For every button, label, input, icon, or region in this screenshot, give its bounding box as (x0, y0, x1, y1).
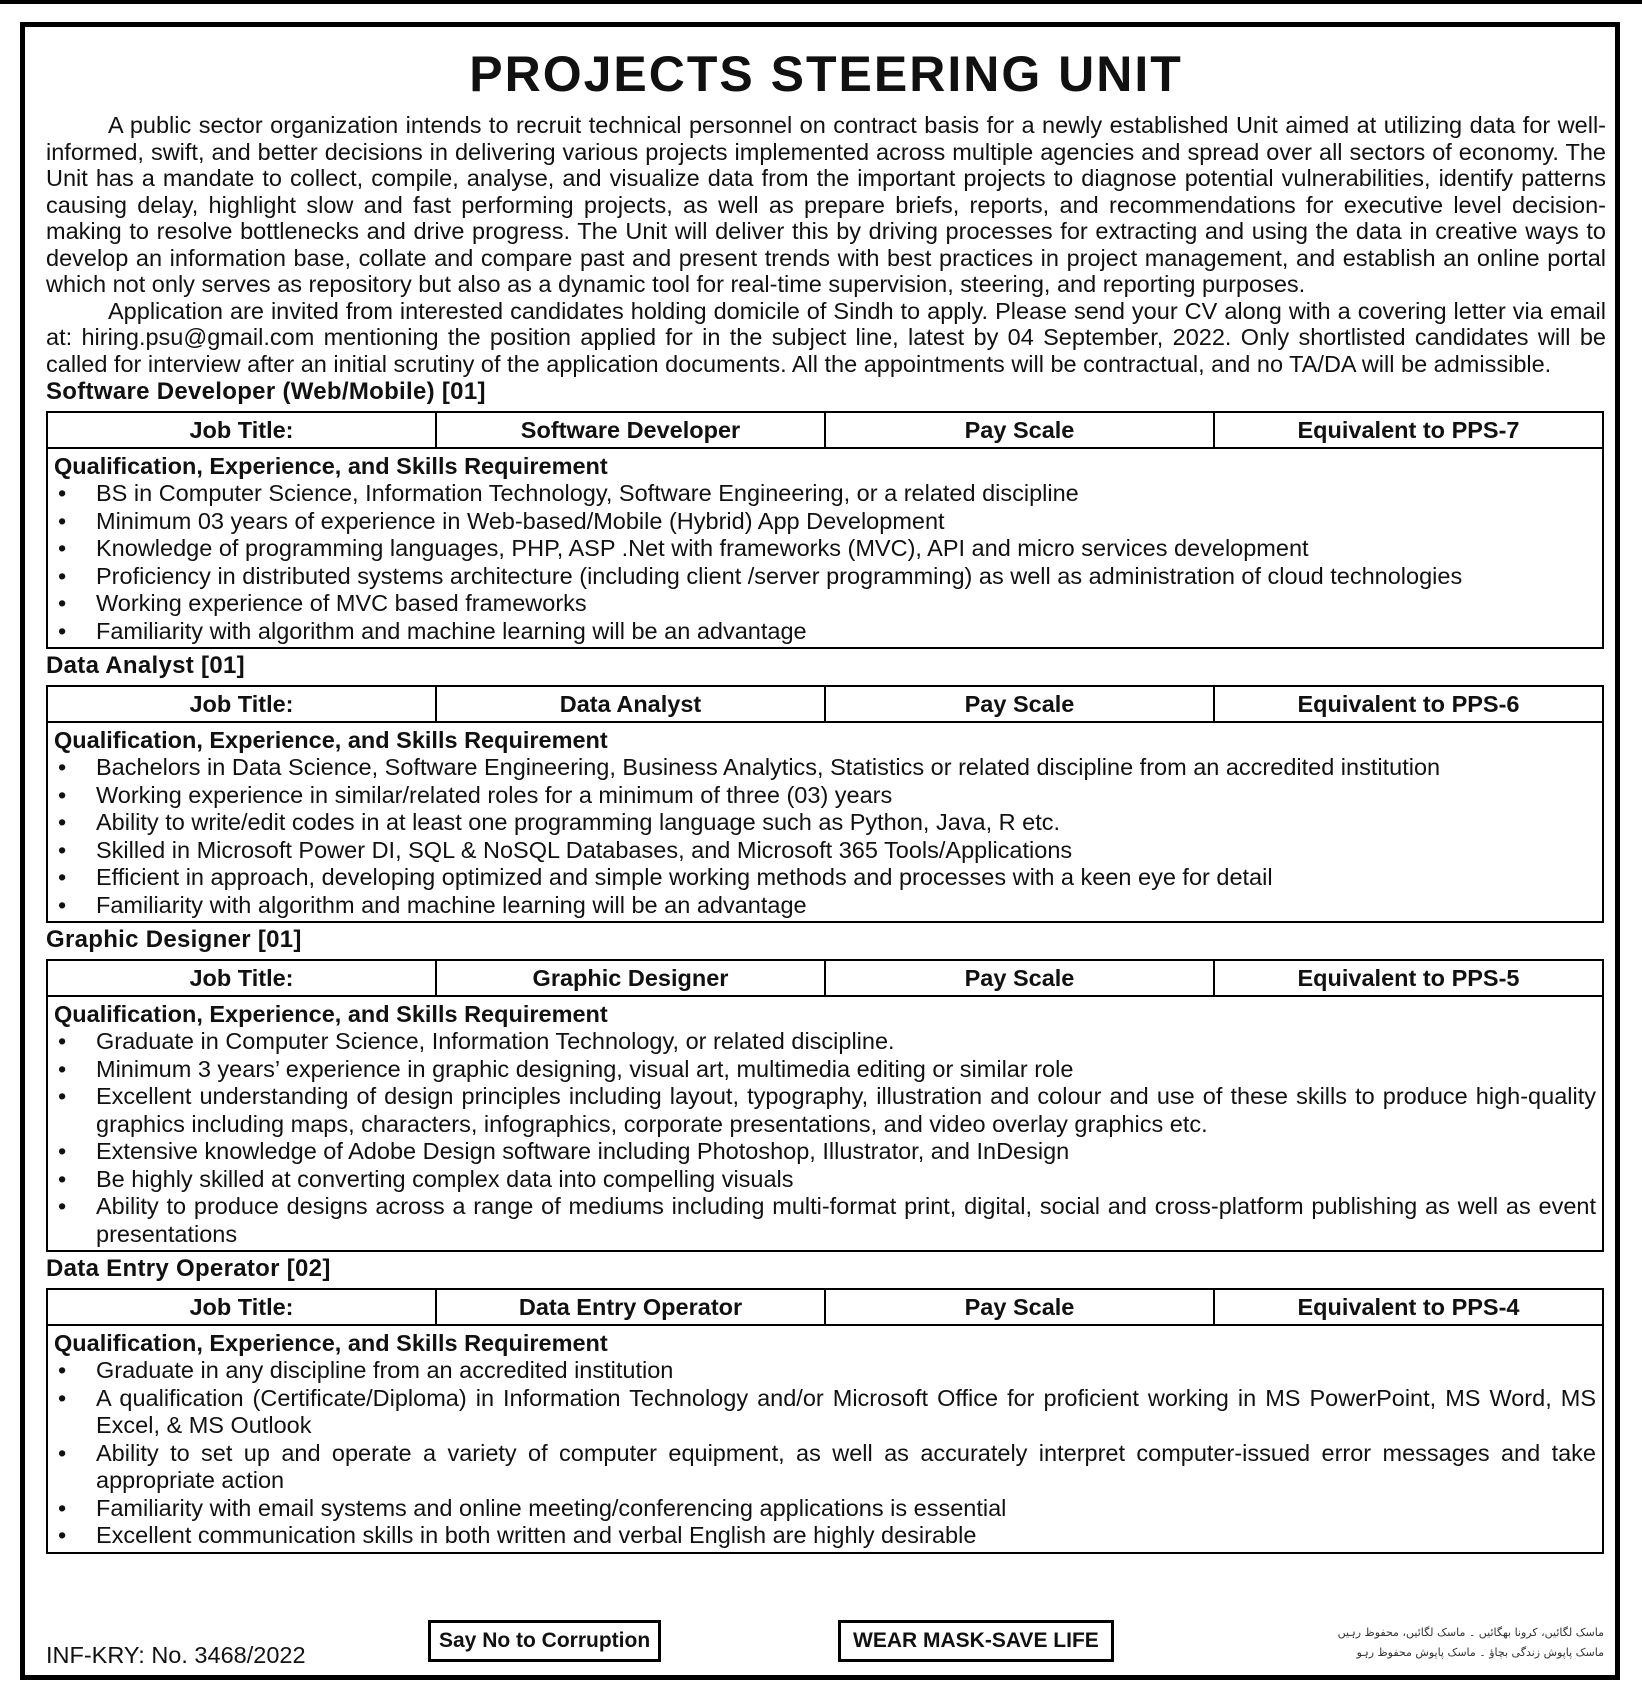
pay-scale-label: Pay Scale (826, 413, 1215, 447)
job-title-label: Job Title: (48, 1290, 437, 1324)
requirement-item: • Efficient in approach, developing optimized and simple working methods and processes with a keen eye for detail (54, 864, 1596, 892)
requirements-title: Qualification, Experience, and Skills Requirement (54, 453, 608, 479)
requirement-item: • Ability to produce designs across a range of mediums including multi-format print, digital, social and cross-platform publishing as well as event presentations (54, 1193, 1596, 1248)
pay-scale-label: Pay Scale (826, 961, 1215, 995)
requirements-title: Qualification, Experience, and Skills Requirement (54, 1330, 608, 1356)
position-summary-row (48, 413, 1602, 449)
requirement-item: • Ability to set up and operate a variety of computer equipment, as well as accurately interpret computer-issued error messages and take appropriate action (54, 1440, 1596, 1495)
position-section (46, 379, 1606, 649)
position-summary-row (48, 961, 1602, 997)
page-title: PROJECTS STEERING UNIT (469, 46, 1183, 102)
position-table (46, 1288, 1604, 1554)
requirement-item: • Familiarity with email systems and online meeting/conferencing applications is essential (54, 1495, 1596, 1523)
position-heading: Software Developer (Web/Mobile) [01] (46, 378, 486, 405)
requirement-item: • Working experience of MVC based frameworks (54, 590, 1596, 618)
application-paragraph: Application are invited from interested candidates holding domicile of Sindh to apply. Please send your CV along with a covering letter via email at: hiring.psu@gmail.com mentioning the position applied for in the subject line, latest by 04 September, 2022. Only shortlisted candidates will be called for interview after an initial scrutiny of the application documents. All the appointments will be contractual, and no TA/DA will be admissible. (46, 297, 1606, 377)
requirement-item: • Minimum 03 years of experience in Web-based/Mobile (Hybrid) App Development (54, 508, 1596, 536)
top-rule (0, 0, 1642, 4)
position-heading: Data Analyst [01] (46, 652, 245, 679)
requirement-item: • Knowledge of programming languages, PHP, ASP .Net with frameworks (MVC), API and micro services development (54, 535, 1596, 563)
pay-scale-value: Equivalent to PPS-6 (1297, 691, 1520, 717)
footer (46, 1620, 1606, 1670)
job-title-value: Data Entry Operator (437, 1290, 826, 1324)
requirement-item: • Minimum 3 years’ experience in graphic designing, visual art, multimedia editing or similar role (54, 1056, 1596, 1084)
requirement-item: • Familiarity with algorithm and machine learning will be an advantage (54, 892, 1596, 920)
requirement-item: • Graduate in any discipline from an accredited institution (54, 1357, 1596, 1385)
position-section (46, 1256, 1606, 1554)
pay-scale-label: Pay Scale (826, 1290, 1215, 1324)
pay-scale-value: Equivalent to PPS-4 (1297, 1294, 1520, 1320)
urdu-line-1: ماسک لگائیں، کرونا بھگائیں ۔ ماسک لگائیں، محفوظ رہیں (1337, 1626, 1604, 1639)
urdu-slogan-image (1337, 1620, 1606, 1664)
pay-scale-value: Equivalent to PPS-5 (1297, 965, 1520, 991)
requirement-item: • Ability to write/edit codes in at least one programming language such as Python, Java, R etc. (54, 809, 1596, 837)
job-title-label: Job Title: (48, 961, 437, 995)
position-summary-row (48, 687, 1602, 723)
requirements-block (48, 1326, 1602, 1552)
position-table (46, 685, 1604, 923)
position-section (46, 927, 1606, 1252)
advertisement-content (46, 38, 1606, 1558)
job-title-value: Software Developer (437, 413, 826, 447)
requirements-block (48, 723, 1602, 921)
requirements-title: Qualification, Experience, and Skills Requirement (54, 727, 608, 753)
requirements-list (54, 1357, 1596, 1550)
requirements-list (54, 480, 1596, 645)
position-summary-row (48, 1290, 1602, 1326)
job-title-value: Graphic Designer (437, 961, 826, 995)
requirement-item: • Proficiency in distributed systems architecture (including client /server programming) as well as administration of cloud technologies (54, 563, 1596, 591)
pay-scale-value: Equivalent to PPS-7 (1297, 417, 1520, 443)
requirement-item: • Excellent communication skills in both written and verbal English are highly desirable (54, 1522, 1596, 1550)
anti-corruption-badge: Say No to Corruption (428, 1620, 661, 1662)
requirement-item: • A qualification (Certificate/Diploma) in Information Technology and/or Microsoft Office for proficient working in MS PowerPoint, MS Word, MS Excel, & MS Outlook (54, 1385, 1596, 1440)
requirement-item: • Familiarity with algorithm and machine learning will be an advantage (54, 618, 1596, 646)
requirements-block (48, 449, 1602, 647)
requirement-item: • Skilled in Microsoft Power DI, SQL & NoSQL Databases, and Microsoft 365 Tools/Applications (54, 837, 1596, 865)
requirements-title: Qualification, Experience, and Skills Requirement (54, 1001, 608, 1027)
requirement-item: • Working experience in similar/related roles for a minimum of three (03) years (54, 782, 1596, 810)
position-section (46, 653, 1606, 923)
job-title-label: Job Title: (48, 413, 437, 447)
requirement-item: • Graduate in Computer Science, Information Technology, or related discipline. (54, 1028, 1596, 1056)
pay-scale-label: Pay Scale (826, 687, 1215, 721)
requirement-item: • Bachelors in Data Science, Software Engineering, Business Analytics, Statistics or related discipline from an accredited institution (54, 754, 1596, 782)
requirements-block (48, 997, 1602, 1250)
requirement-item: • Be highly skilled at converting complex data into compelling visuals (54, 1166, 1596, 1194)
position-table (46, 959, 1604, 1252)
requirement-item: • Excellent understanding of design principles including layout, typography, illustration and colour and use of these skills to produce high-quality graphics including maps, characters, infographics, corporate presentations, and video overlay graphics etc. (54, 1083, 1596, 1138)
position-table (46, 411, 1604, 649)
requirement-item: • BS in Computer Science, Information Technology, Software Engineering, or a related discipline (54, 480, 1596, 508)
reference-number: INF-KRY: No. 3468/2022 (46, 1642, 306, 1668)
intro-paragraph: A public sector organization intends to recruit technical personnel on contract basis for a newly established Unit aimed at utilizing data for well-informed, swift, and better decisions in delivering various projects implemented across multiple agencies and spread over all sectors of economy. The Unit has a mandate to collect, compile, analyse, and visualize data from the important projects to diagnose potential vulnerabilities, identify patterns causing delay, highlight slow and fast performing projects, as well as prepare briefs, reports, and recommendations for executive level decision-making to resolve bottlenecks and drive progress. The Unit will deliver this by driving processes for extracting and using the data in creative ways to develop an information base, collate and compare past and present trends with best practices in project management, and establish an online portal which not only serves as repository but also as a dynamic tool for real-time supervision, steering, and reporting purposes. (46, 112, 1606, 297)
requirements-list (54, 754, 1596, 919)
positions-list (46, 379, 1606, 1554)
job-title-label: Job Title: (48, 687, 437, 721)
position-heading: Data Entry Operator [02] (46, 1255, 331, 1282)
urdu-line-2: ماسک پاپوش زندگی بچاؤ ۔ ماسک پاپوش محفوظ رہو (1356, 1646, 1604, 1659)
mask-badge: WEAR MASK-SAVE LIFE (838, 1620, 1114, 1662)
requirement-item: • Extensive knowledge of Adobe Design software including Photoshop, Illustrator, and InDesign (54, 1138, 1596, 1166)
job-title-value: Data Analyst (437, 687, 826, 721)
requirements-list (54, 1028, 1596, 1248)
position-heading: Graphic Designer [01] (46, 926, 302, 953)
